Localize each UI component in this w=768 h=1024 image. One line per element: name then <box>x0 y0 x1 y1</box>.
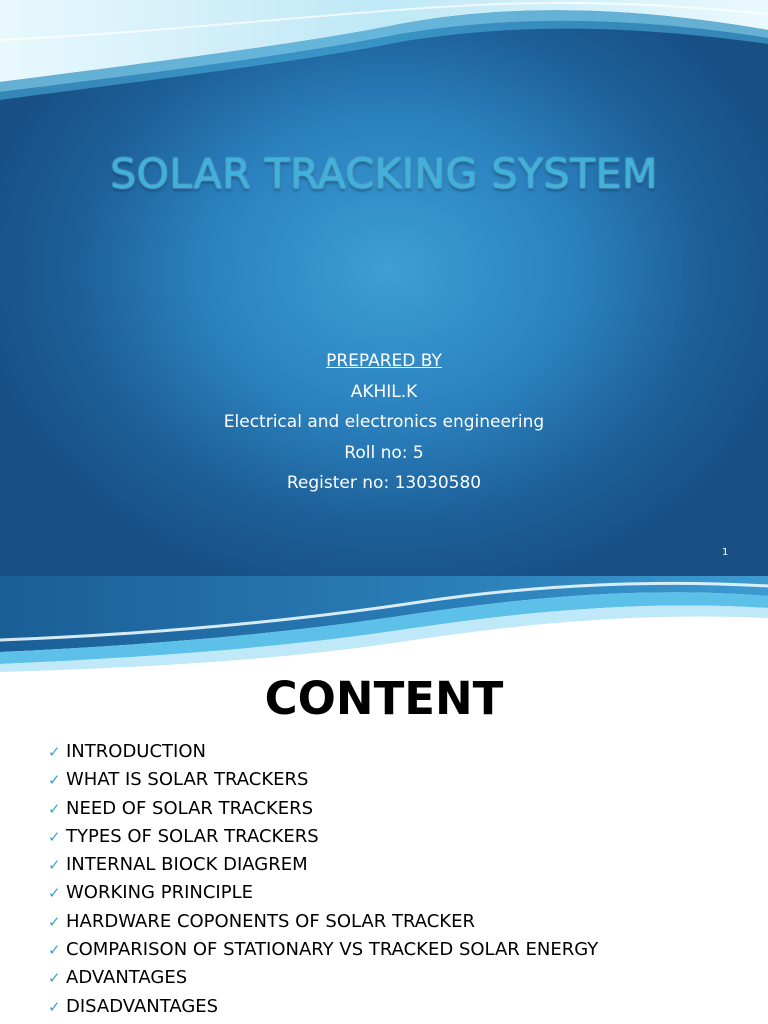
checkmark-icon: ✓ <box>48 969 61 988</box>
checkmark-icon: ✓ <box>48 771 61 790</box>
list-item-label: WORKING PRINCIPLE <box>66 882 253 904</box>
list-item-label: INTERNAL BIOCK DIAGREM <box>66 854 308 876</box>
checkmark-icon: ✓ <box>48 827 61 846</box>
list-item <box>48 851 598 879</box>
checkmark-icon: ✓ <box>48 997 61 1016</box>
author-name: AKHIL.K <box>350 381 418 402</box>
checkmark-icon: ✓ <box>48 912 61 931</box>
slide-title: SOLAR TRACKING SYSTEM <box>110 150 658 198</box>
register-number: Register no: 13030580 <box>286 473 482 493</box>
list-item <box>48 964 598 992</box>
wave-decoration <box>0 576 768 672</box>
prepared-by-label: PREPARED BY <box>326 351 442 371</box>
checkmark-icon: ✓ <box>48 799 61 818</box>
list-item <box>48 823 598 851</box>
slide-number: 1 <box>722 547 729 558</box>
list-item-label: DISADVANTAGES <box>66 995 219 1017</box>
list-item <box>48 766 598 794</box>
list-item <box>48 993 598 1021</box>
list-item-label: INTRODUCTION <box>66 741 206 762</box>
list-item-label: HARDWARE COPONENTS OF SOLAR TRACKER <box>66 910 475 932</box>
checkmark-icon: ✓ <box>48 884 61 903</box>
content-slide <box>0 576 768 1024</box>
list-item <box>48 795 598 823</box>
content-list <box>48 738 598 1021</box>
wave-decoration <box>0 0 768 100</box>
checkmark-icon: ✓ <box>48 743 61 761</box>
list-item <box>48 908 598 936</box>
list-item-label: ADVANTAGES <box>66 967 188 989</box>
checkmark-icon: ✓ <box>48 856 61 875</box>
list-item-label: WHAT IS SOLAR TRACKERS <box>66 769 309 791</box>
list-item-label: COMPARISON OF STATIONARY VS TRACKED SOLAR ENERGY <box>66 939 599 961</box>
department: Electrical and electronics engineering <box>223 412 545 432</box>
list-item <box>48 738 598 766</box>
list-item-label: NEED OF SOLAR TRACKERS <box>66 797 314 819</box>
author-block <box>0 346 768 499</box>
list-item <box>48 936 598 964</box>
checkmark-icon: ✓ <box>48 941 61 960</box>
content-title: CONTENT <box>264 672 504 725</box>
list-item-label: TYPES OF SOLAR TRACKERS <box>66 825 319 847</box>
roll-number: Roll no: 5 <box>344 442 424 463</box>
list-item <box>48 879 598 907</box>
